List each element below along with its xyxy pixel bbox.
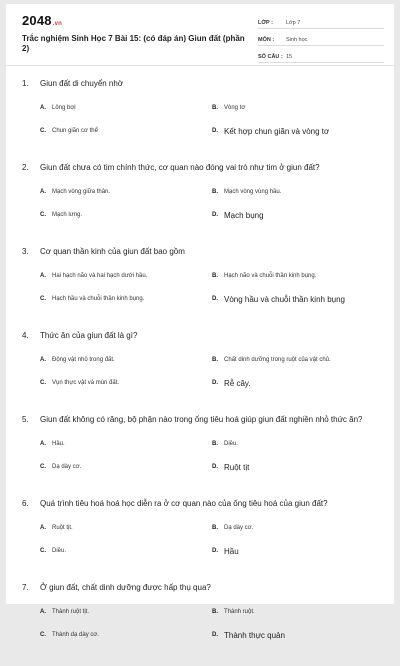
question-text: Giun đất không có răng, bộ phận nào trong ống tiêu hoá giúp giun đất nghiền nhỏ thức ăn? — [40, 415, 363, 424]
option-text: Hầu. — [52, 441, 65, 447]
question-stem — [6, 498, 394, 509]
answer-option[interactable] — [212, 522, 384, 534]
meta-row-grade — [258, 15, 384, 29]
option-letter: D. — [212, 632, 218, 638]
worksheet-page — [6, 4, 394, 640]
site-logo[interactable] — [22, 13, 62, 28]
answer-option[interactable] — [40, 522, 212, 534]
answer-option[interactable] — [40, 270, 212, 282]
option-text: Rễ cây. — [224, 378, 251, 388]
option-text: Mạch vòng giữa thân. — [52, 189, 111, 195]
answer-option[interactable] — [40, 377, 212, 389]
question-stem — [6, 582, 394, 593]
answer-option[interactable] — [40, 629, 212, 641]
option-text: Thành thực quản — [224, 630, 285, 640]
option-letter: C. — [40, 464, 46, 470]
worksheet-title: Trắc nghiệm Sinh Học 7 Bài 15: (có đáp án) Giun đất (phần 2) — [22, 34, 245, 53]
option-letter: A. — [40, 525, 46, 531]
answer-option[interactable] — [212, 606, 384, 618]
question-list — [6, 78, 394, 666]
answer-option[interactable] — [40, 438, 212, 450]
question-text: Cơ quan thần kinh của giun đất bao gồm — [40, 247, 185, 256]
meta-row-subject — [258, 32, 384, 46]
question-number: 4. — [22, 331, 29, 340]
logo-main-text: 2048 — [22, 13, 52, 28]
option-letter: D. — [212, 548, 218, 554]
option-letter: B. — [212, 273, 218, 279]
option-letter: C. — [40, 128, 46, 134]
answer-options — [6, 186, 394, 232]
question-item — [6, 78, 394, 148]
option-letter: D. — [212, 296, 218, 302]
answer-option[interactable] — [212, 461, 384, 473]
option-letter: C. — [40, 296, 46, 302]
answer-option[interactable] — [40, 461, 212, 473]
option-letter: A. — [40, 441, 46, 447]
option-letter: B. — [212, 525, 218, 531]
option-letter: A. — [40, 273, 46, 279]
meta-label-grade: LỚP : — [258, 20, 273, 26]
answer-option[interactable] — [40, 545, 212, 557]
answer-option[interactable] — [40, 354, 212, 366]
meta-value-subject: Sinh học — [286, 37, 308, 43]
answer-options — [6, 606, 394, 652]
question-item — [6, 162, 394, 232]
option-letter: D. — [212, 212, 218, 218]
question-number: 7. — [22, 583, 29, 592]
answer-option[interactable] — [40, 125, 212, 137]
question-item — [6, 498, 394, 568]
answer-options — [6, 354, 394, 400]
option-letter: C. — [40, 380, 46, 386]
answer-option[interactable] — [212, 629, 384, 641]
answer-option[interactable] — [212, 377, 384, 389]
option-letter: C. — [40, 212, 46, 218]
option-letter: A. — [40, 189, 46, 195]
question-text: Giun đất di chuyển nhờ — [40, 79, 124, 88]
option-text: Thành ruột tịt. — [52, 609, 90, 615]
question-text: Thức ăn của giun đất là gì? — [40, 331, 138, 340]
option-text: Mạch vòng vùng hầu. — [224, 189, 282, 195]
question-number: 1. — [22, 79, 29, 88]
question-item — [6, 414, 394, 484]
meta-value-grade: Lớp 7 — [286, 20, 301, 26]
option-letter: A. — [40, 357, 46, 363]
option-text: Vòng tơ — [224, 105, 246, 111]
option-text: Kết hợp chun giãn và vòng tơ — [224, 126, 330, 136]
option-text: Vòng hầu và chuỗi thần kinh bụng — [224, 294, 345, 304]
question-stem — [6, 246, 394, 257]
answer-option[interactable] — [212, 293, 384, 305]
option-text: Ruột tịt. — [52, 525, 73, 531]
answer-option[interactable] — [212, 125, 384, 137]
meta-label-subject: MÔN : — [258, 37, 275, 43]
option-text: Vụn thực vật và mùn đất. — [52, 380, 120, 386]
option-text: Dạ dày cơ. — [224, 525, 254, 531]
option-text: Mạch bụng — [224, 210, 264, 220]
question-number: 2. — [22, 163, 29, 172]
answer-option[interactable] — [40, 102, 212, 114]
worksheet-header — [6, 4, 394, 66]
answer-option[interactable] — [212, 270, 384, 282]
question-item — [6, 582, 394, 652]
question-number: 5. — [22, 415, 29, 424]
option-text: Chun giãn cơ thể — [52, 128, 98, 134]
answer-option[interactable] — [40, 606, 212, 618]
answer-options — [6, 438, 394, 484]
question-stem — [6, 330, 394, 341]
question-stem — [6, 414, 394, 425]
option-text: Hầu — [224, 546, 239, 556]
answer-option[interactable] — [40, 293, 212, 305]
option-text: Chất dinh dưỡng trong ruột của vật chủ. — [224, 357, 331, 363]
answer-options — [6, 270, 394, 316]
option-text: Thành dạ dày cơ. — [52, 632, 99, 638]
option-text: Hạch hầu và chuỗi thần kinh bụng. — [52, 296, 145, 302]
option-letter: B. — [212, 441, 218, 447]
option-text: Diều. — [52, 548, 67, 554]
option-text: Động vật nhỏ trong đất. — [52, 357, 115, 363]
question-text: Quá trình tiêu hoá hoá học diễn ra ở cơ quan nào của ống tiêu hoá của giun đất? — [40, 499, 328, 508]
logo-tld-text: .vn — [52, 21, 63, 27]
answer-option[interactable] — [40, 186, 212, 198]
meta-label-count: SỐ CÂU : — [258, 54, 283, 60]
answer-options — [6, 102, 394, 148]
question-item — [6, 330, 394, 400]
option-text: Thành ruột. — [224, 609, 255, 615]
option-text: Lông bơi — [52, 105, 76, 111]
question-number: 6. — [22, 499, 29, 508]
option-text: Ruột tịt — [224, 462, 250, 472]
option-text: Hai hạch não và hai hạch dưới hầu. — [52, 273, 148, 279]
answer-option[interactable] — [212, 545, 384, 557]
question-text: Giun đất chưa có tim chính thức, cơ quan nào đóng vai trò như tim ở giun đất? — [40, 163, 320, 172]
option-letter: D. — [212, 380, 218, 386]
answer-option[interactable] — [212, 209, 384, 221]
option-letter: C. — [40, 632, 46, 638]
answer-options — [6, 522, 394, 568]
option-letter: A. — [40, 609, 46, 615]
answer-option[interactable] — [212, 354, 384, 366]
answer-option[interactable] — [212, 186, 384, 198]
option-text: Dạ dày cơ. — [52, 464, 82, 470]
option-letter: B. — [212, 189, 218, 195]
meta-row-count — [258, 49, 384, 63]
option-letter: B. — [212, 105, 218, 111]
option-letter: C. — [40, 548, 46, 554]
question-stem — [6, 78, 394, 89]
option-letter: B. — [212, 357, 218, 363]
question-text: Ở giun đất, chất dinh dưỡng được hấp thụ qua? — [40, 583, 211, 592]
answer-option[interactable] — [212, 438, 384, 450]
answer-option[interactable] — [212, 102, 384, 114]
worksheet-meta — [258, 15, 384, 66]
option-text: Mạch lưng. — [52, 212, 83, 218]
meta-value-count: 15 — [286, 54, 293, 60]
option-text: Hạch não và chuỗi thần kinh bụng. — [224, 273, 317, 279]
question-item — [6, 246, 394, 316]
option-letter: A. — [40, 105, 46, 111]
answer-option[interactable] — [40, 209, 212, 221]
option-letter: D. — [212, 464, 218, 470]
option-letter: B. — [212, 609, 218, 615]
option-letter: D. — [212, 128, 218, 134]
option-text: Diều. — [224, 441, 239, 447]
question-stem — [6, 162, 394, 173]
question-number: 3. — [22, 247, 29, 256]
